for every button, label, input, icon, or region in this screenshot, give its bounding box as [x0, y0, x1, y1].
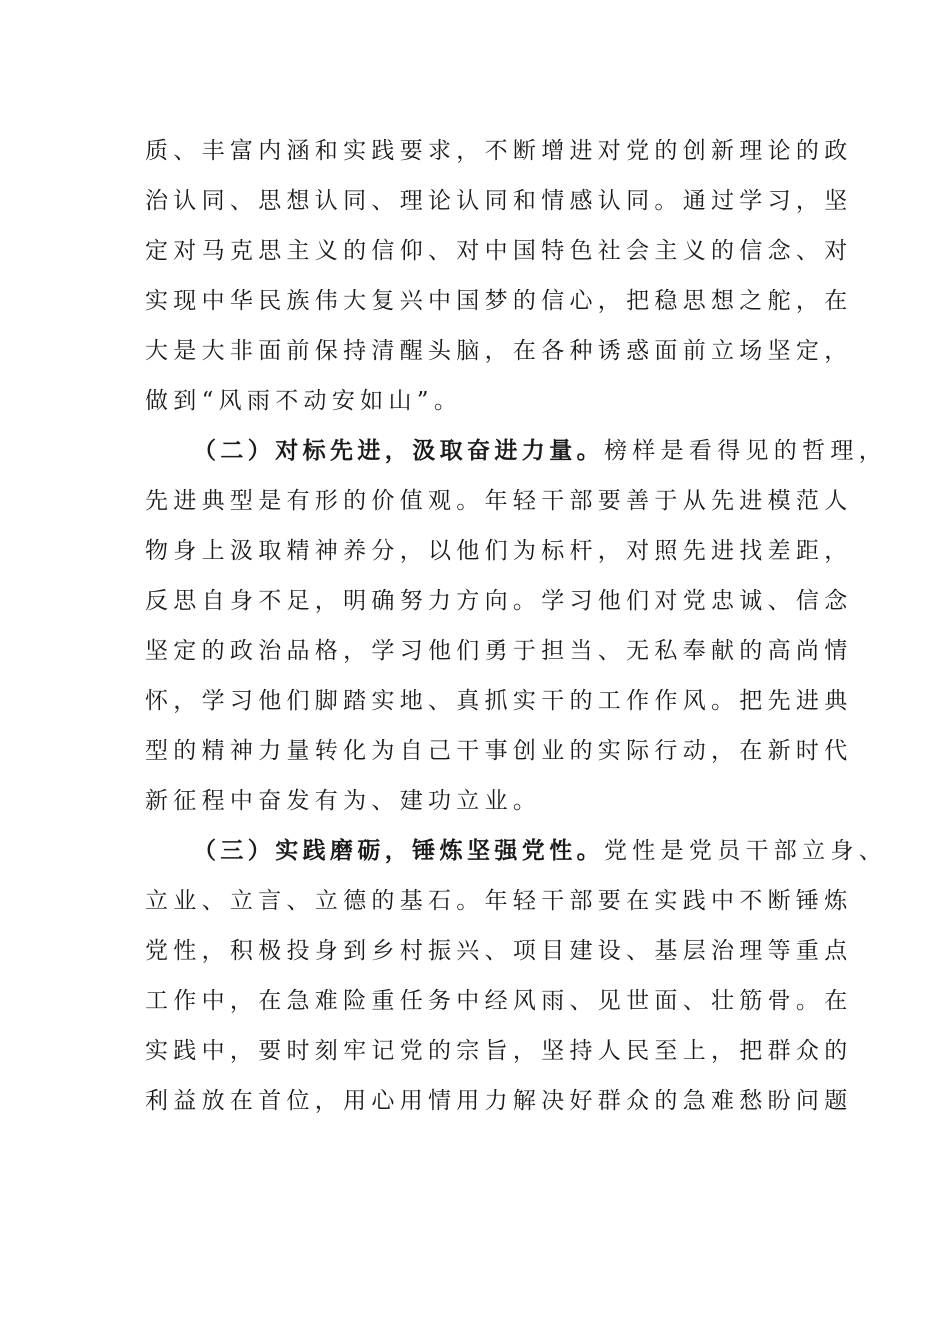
section-heading: （二）对标先进，汲取奋进力量。	[193, 438, 604, 464]
paragraph-line: 质、丰富内涵和实践要求，不断增进对党的创新理论的政	[145, 138, 853, 164]
paragraph-line: 型的精神力量转化为自己干事创业的实际行动，在新时代	[145, 738, 853, 764]
paragraph-line: 新征程中奋发有为、建功立业。	[145, 788, 542, 814]
paragraph-line: 大是大非面前保持清醒头脑，在各种诱惑面前立场坚定，	[145, 338, 853, 364]
paragraph-line: 党性，积极投身到乡村振兴、项目建设、基层治理等重点	[145, 938, 853, 964]
paragraph-first-line	[145, 826, 887, 876]
paragraph-line: 定对马克思主义的信仰、对中国特色社会主义的信念、对	[145, 238, 853, 264]
paragraph-line: 先进典型是有形的价值观。年轻干部要善于从先进模范人	[145, 488, 853, 514]
paragraph-first-line-text: 党性是党员干部立身、	[604, 838, 887, 864]
paragraph-3	[145, 826, 887, 1126]
section-heading: （三）实践磨砺，锤炼坚强党性。	[193, 838, 604, 864]
paragraph-line: 立业、立言、立德的基石。年轻干部要在实践中不断锤炼	[145, 888, 853, 914]
paragraph-line: 反思自身不足，明确努力方向。学习他们对党忠诚、信念	[145, 588, 853, 614]
paragraph-line: 怀，学习他们脚踏实地、真抓实干的工作作风。把先进典	[145, 688, 853, 714]
paragraph-first-line	[145, 426, 887, 476]
paragraph-line: 做到“风雨不动安如山”。	[145, 388, 463, 414]
paragraph-line: 实现中华民族伟大复兴中国梦的信心，把稳思想之舵，在	[145, 288, 853, 314]
paragraph-2	[145, 426, 887, 826]
paragraph-first-line-text: 榜样是看得见的哲理，	[604, 438, 887, 464]
paragraph-line: 坚定的政治品格，学习他们勇于担当、无私奉献的高尚情	[145, 638, 853, 664]
paragraph-line: 利益放在首位，用心用情用力解决好群众的急难愁盼问题	[145, 1088, 853, 1114]
paragraph-line: 物身上汲取精神养分，以他们为标杆，对照先进找差距，	[145, 538, 853, 564]
paragraph-line: 治认同、思想认同、理论认同和情感认同。通过学习，坚	[145, 188, 853, 214]
paragraph-1	[145, 126, 853, 426]
paragraph-line: 实践中，要时刻牢记党的宗旨，坚持人民至上，把群众的	[145, 1038, 853, 1064]
paragraph-line: 工作中，在急难险重任务中经风雨、见世面、壮筋骨。在	[145, 988, 853, 1014]
